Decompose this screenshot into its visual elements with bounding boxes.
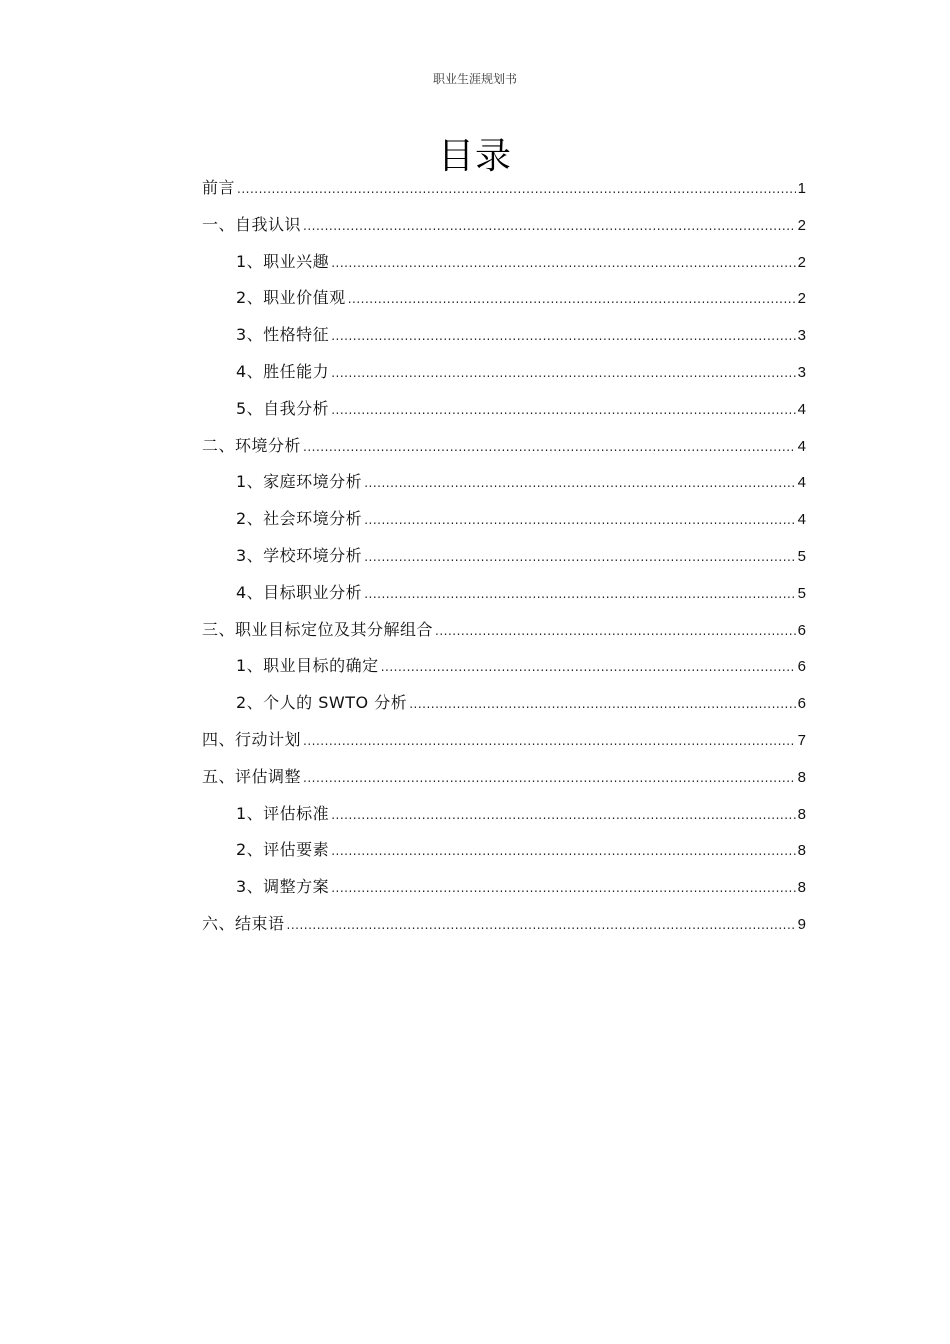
- dot-leader: [331, 355, 795, 392]
- toc-entry-label: 2、个人的 SWTO 分析: [236, 693, 408, 713]
- toc-entry[interactable]: [202, 575, 806, 612]
- toc-entry[interactable]: [202, 317, 806, 354]
- toc-entry-label: 3、调整方案: [236, 877, 330, 897]
- toc-entry-page: 4: [797, 437, 806, 455]
- toc-entry-page: 9: [797, 915, 806, 933]
- toc-entry-label: 3、学校环境分析: [236, 545, 363, 565]
- toc-entry-page: 2: [797, 290, 806, 308]
- toc-entry[interactable]: [202, 832, 806, 869]
- toc-entry-page: 4: [797, 474, 806, 492]
- toc-entry[interactable]: [202, 428, 806, 465]
- dot-leader: [331, 245, 795, 282]
- toc-entry-label: 四、行动计划: [202, 729, 302, 749]
- dot-leader: [303, 429, 796, 466]
- toc-entry-page: 7: [797, 731, 806, 749]
- toc-entry-page: 4: [797, 511, 806, 529]
- dot-leader: [287, 907, 796, 944]
- toc-entry-label: 一、自我认识: [202, 214, 302, 234]
- toc-entry-label: 六、结束语: [202, 913, 285, 933]
- toc-entry-page: 3: [797, 327, 806, 345]
- toc-entry[interactable]: [202, 207, 806, 244]
- toc-entry-page: 3: [797, 363, 806, 381]
- toc-entry-page: 2: [797, 253, 806, 271]
- toc-entry-label: 5、自我分析: [236, 398, 330, 418]
- dot-leader: [331, 833, 795, 870]
- toc-entry-page: 5: [797, 547, 806, 565]
- toc-entry-label: 1、家庭环境分析: [236, 472, 363, 492]
- toc-entry[interactable]: [202, 354, 806, 391]
- toc-entry-page: 8: [797, 879, 806, 897]
- dot-leader: [435, 613, 796, 650]
- page-header: 职业生涯规划书: [432, 72, 517, 86]
- dot-leader: [364, 539, 795, 576]
- toc-entry[interactable]: [202, 685, 806, 722]
- toc-entry-label: 二、环境分析: [202, 435, 302, 455]
- dot-leader: [303, 760, 796, 797]
- dot-leader: [331, 797, 795, 834]
- toc-entry-label: 2、评估要素: [236, 840, 330, 860]
- toc-entry[interactable]: [202, 464, 806, 501]
- toc-entry[interactable]: [202, 906, 806, 943]
- toc-entry-label: 1、职业兴趣: [236, 251, 330, 271]
- toc-entry[interactable]: [202, 170, 806, 207]
- table-of-contents: [202, 170, 806, 943]
- toc-title: 目录: [437, 136, 512, 177]
- toc-entry-label: 2、职业价值观: [236, 288, 346, 308]
- toc-entry-label: 五、评估调整: [202, 766, 302, 786]
- toc-entry-page: 1: [797, 180, 806, 197]
- toc-entry[interactable]: [202, 759, 806, 796]
- toc-entry[interactable]: [202, 796, 806, 833]
- toc-entry[interactable]: [202, 722, 806, 759]
- dot-leader: [364, 576, 795, 613]
- dot-leader: [348, 281, 796, 318]
- toc-entry[interactable]: [202, 538, 806, 575]
- toc-entry-label: 前言: [202, 178, 236, 197]
- toc-entry[interactable]: [202, 612, 806, 649]
- toc-entry-page: 2: [797, 216, 806, 234]
- dot-leader: [364, 465, 795, 502]
- toc-entry-label: 4、胜任能力: [236, 361, 330, 381]
- dot-leader: [303, 208, 796, 245]
- toc-entry-label: 4、目标职业分析: [236, 582, 363, 602]
- dot-leader: [409, 686, 795, 723]
- toc-entry[interactable]: [202, 869, 806, 906]
- dot-leader: [331, 870, 795, 907]
- dot-leader: [237, 171, 796, 208]
- toc-entry-page: 6: [797, 658, 806, 676]
- dot-leader: [303, 723, 796, 760]
- toc-entry-label: 三、职业目标定位及其分解组合: [202, 619, 434, 639]
- toc-entry-page: 8: [797, 805, 806, 823]
- toc-entry-page: 8: [797, 768, 806, 786]
- dot-leader: [364, 502, 795, 539]
- toc-entry[interactable]: [202, 648, 806, 685]
- toc-entry-page: 8: [797, 842, 806, 860]
- toc-entry-label: 1、职业目标的确定: [236, 656, 379, 676]
- toc-entry-label: 1、评估标准: [236, 803, 330, 823]
- toc-entry-label: 2、社会环境分析: [236, 509, 363, 529]
- toc-entry[interactable]: [202, 501, 806, 538]
- toc-entry-page: 6: [797, 695, 806, 713]
- dot-leader: [381, 649, 796, 686]
- toc-entry-label: 3、性格特征: [236, 325, 330, 345]
- toc-entry[interactable]: [202, 244, 806, 281]
- toc-entry[interactable]: [202, 280, 806, 317]
- dot-leader: [331, 392, 795, 429]
- toc-entry-page: 4: [797, 400, 806, 418]
- dot-leader: [331, 318, 795, 355]
- toc-entry-page: 6: [797, 621, 806, 639]
- toc-entry-page: 5: [797, 584, 806, 602]
- toc-entry[interactable]: [202, 391, 806, 428]
